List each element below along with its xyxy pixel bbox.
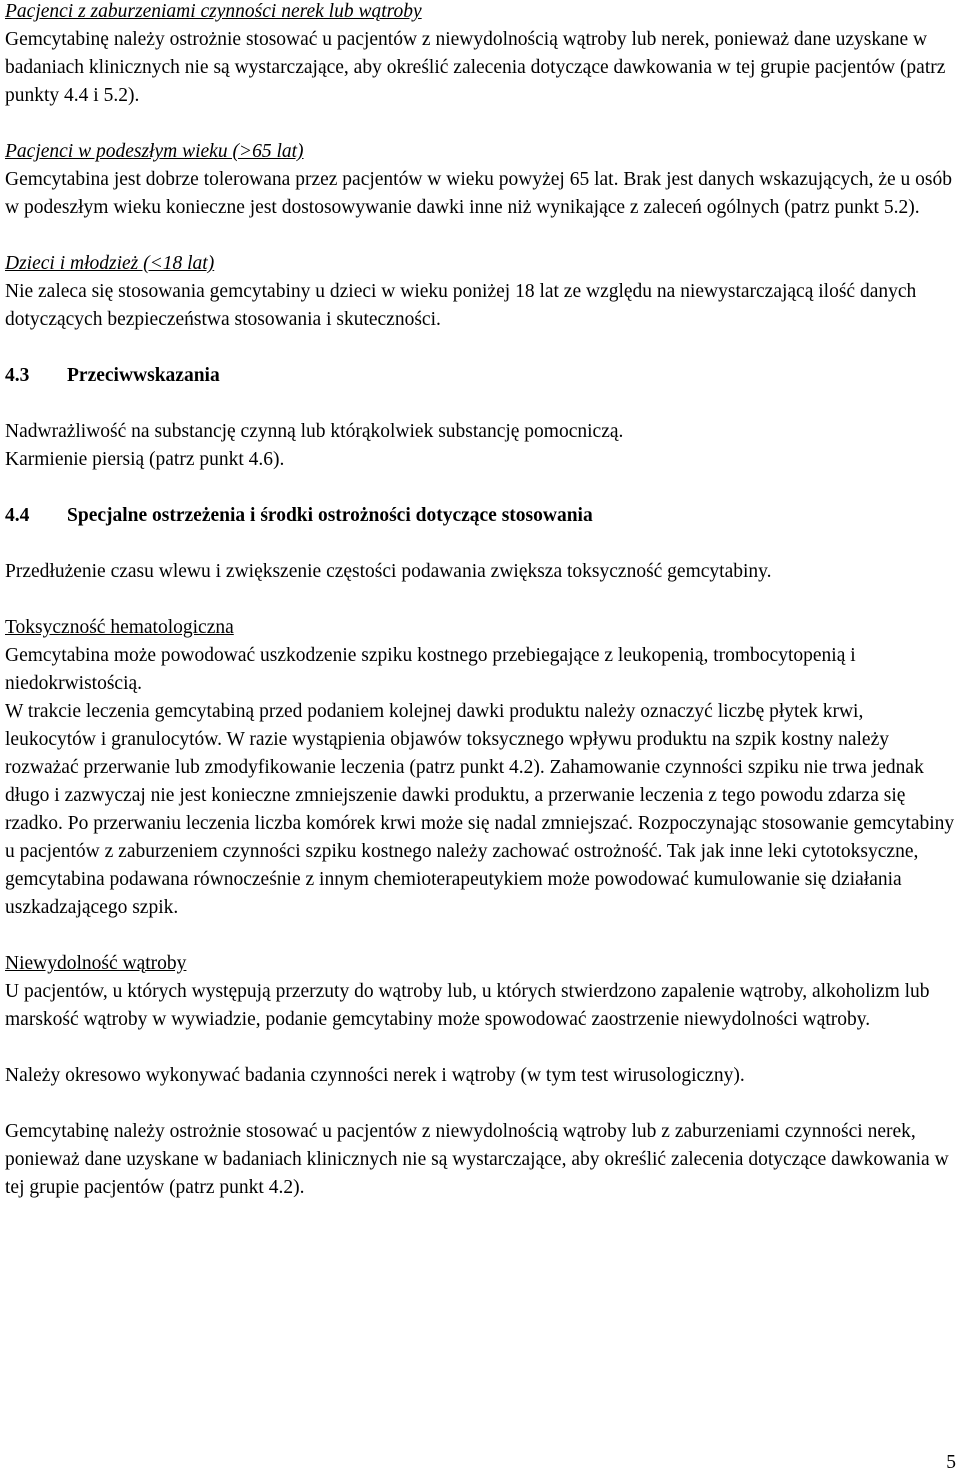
spacer <box>5 110 955 138</box>
spacer <box>5 530 955 558</box>
hematologic-paragraph-1: Gemcytabina może powodować uszkodzenie szpiku kostnego przebiegające z leukopenią, trombocytopenią i niedokrwistością. <box>5 645 856 694</box>
page-number: 5 <box>946 1452 956 1473</box>
hematologic-heading: Toksyczność hematologiczna <box>5 617 234 638</box>
section-title: Przeciwwskazania <box>67 365 220 386</box>
liver-paragraph: U pacjentów, u których występują przerzuty do wątroby lub, u których stwierdzono zapalenie wątroby, alkoholizm lub marskość wątroby w wywiadzie, podanie gemcytabiny może spowodować zaostrzenie niewydolności wątroby. <box>5 981 930 1030</box>
section-number: 4.4 <box>5 505 30 526</box>
contraindication-line: Nadwrażliwość na substancję czynną lub którąkolwiek substancję pomocniczą. <box>5 421 624 442</box>
section-number: 4.3 <box>5 365 30 386</box>
spacer <box>5 1090 955 1118</box>
section-heading-4-3 <box>5 362 955 390</box>
caution-paragraph: Gemcytabinę należy ostrożnie stosować u pacjentów z niewydolnością wątroby lub z zaburzeniami czynności nerek, ponieważ dane uzyskane w badaniach klinicznych nie są wystarczające, aby określić zalecenia dotyczące dawkowania w tej grupie pacjentów (patrz punkt 4.2). <box>5 1121 949 1198</box>
section-heading-4-4 <box>5 502 955 530</box>
section-title: Specjalne ostrzeżenia i środki ostrożności dotyczące stosowania <box>67 505 593 526</box>
contraindication-line: Karmienie piersią (patrz punkt 4.6). <box>5 449 285 470</box>
children-paragraph: Nie zaleca się stosowania gemcytabiny u dzieci w wieku poniżej 18 lat ze względu na niewystarczającą ilość danych dotyczących bezpieczeństwa stosowania i skuteczności. <box>5 281 917 330</box>
hematologic-paragraph-2: W trakcie leczenia gemcytabiną przed podaniem kolejnej dawki produktu należy oznaczyć liczbę płytek krwi, leukocytów i granulocytów. W razie wystąpienia objawów toksycznego wpływu produktu na szpik kostny należy rozważać przerwanie lub zmodyfikowanie leczenia (patrz punkt 4.2). Zahamowanie czynności szpiku nie trwa jednak długo i zazwyczaj nie jest konieczne zmniejszenie dawki produktu, a przerwanie leczenia z tego powodu zdarza się rzadko. Po przerwaniu leczenia liczba komórek krwi może się nadal zmniejszać. Rozpoczynając stosowanie gemcytabiny u pacjentów z zaburzeniem czynności szpiku kostnego należy zachować ostrożność. Tak jak inne leki cytotoksyczne, gemcytabina podawana równocześnie z innym chemioterapeutykiem może powodować kumulowanie się działania uszkadzającego szpik. <box>5 701 955 918</box>
spacer <box>5 390 955 418</box>
elderly-paragraph: Gemcytabina jest dobrze tolerowana przez pacjentów w wieku powyżej 65 lat. Brak jest danych wskazujących, że u osób w podeszłym wieku konieczne jest dostosowywanie dawki inne niż wynikające z zaleceń ogólnych (patrz punkt 5.2). <box>5 169 953 218</box>
kidney-liver-heading: Pacjenci z zaburzeniami czynności nerek lub wątroby <box>5 1 422 22</box>
spacer <box>5 586 955 614</box>
kidney-liver-paragraph: Gemcytabinę należy ostrożnie stosować u pacjentów z niewydolnością wątroby lub nerek, ponieważ dane uzyskane w badaniach klinicznych nie są wystarczające, aby określić zalecenia dotyczące dawkowania w tej grupie pacjentów (patrz punkty 4.4 i 5.2). <box>5 29 946 106</box>
spacer <box>5 922 955 950</box>
spacer <box>5 334 955 362</box>
spacer <box>5 222 955 250</box>
children-heading: Dzieci i młodzież (<18 lat) <box>5 253 215 274</box>
elderly-heading: Pacjenci w podeszłym wieku (>65 lat) <box>5 141 304 162</box>
spacer <box>5 474 955 502</box>
liver-heading: Niewydolność wątroby <box>5 953 187 974</box>
spacer <box>5 1034 955 1062</box>
document-page <box>5 0 955 1202</box>
warnings-intro: Przedłużenie czasu wlewu i zwiększenie częstości podawania zwiększa toksyczność gemcytabiny. <box>5 561 772 582</box>
periodic-tests-paragraph: Należy okresowo wykonywać badania czynności nerek i wątroby (w tym test wirusologiczny). <box>5 1065 745 1086</box>
